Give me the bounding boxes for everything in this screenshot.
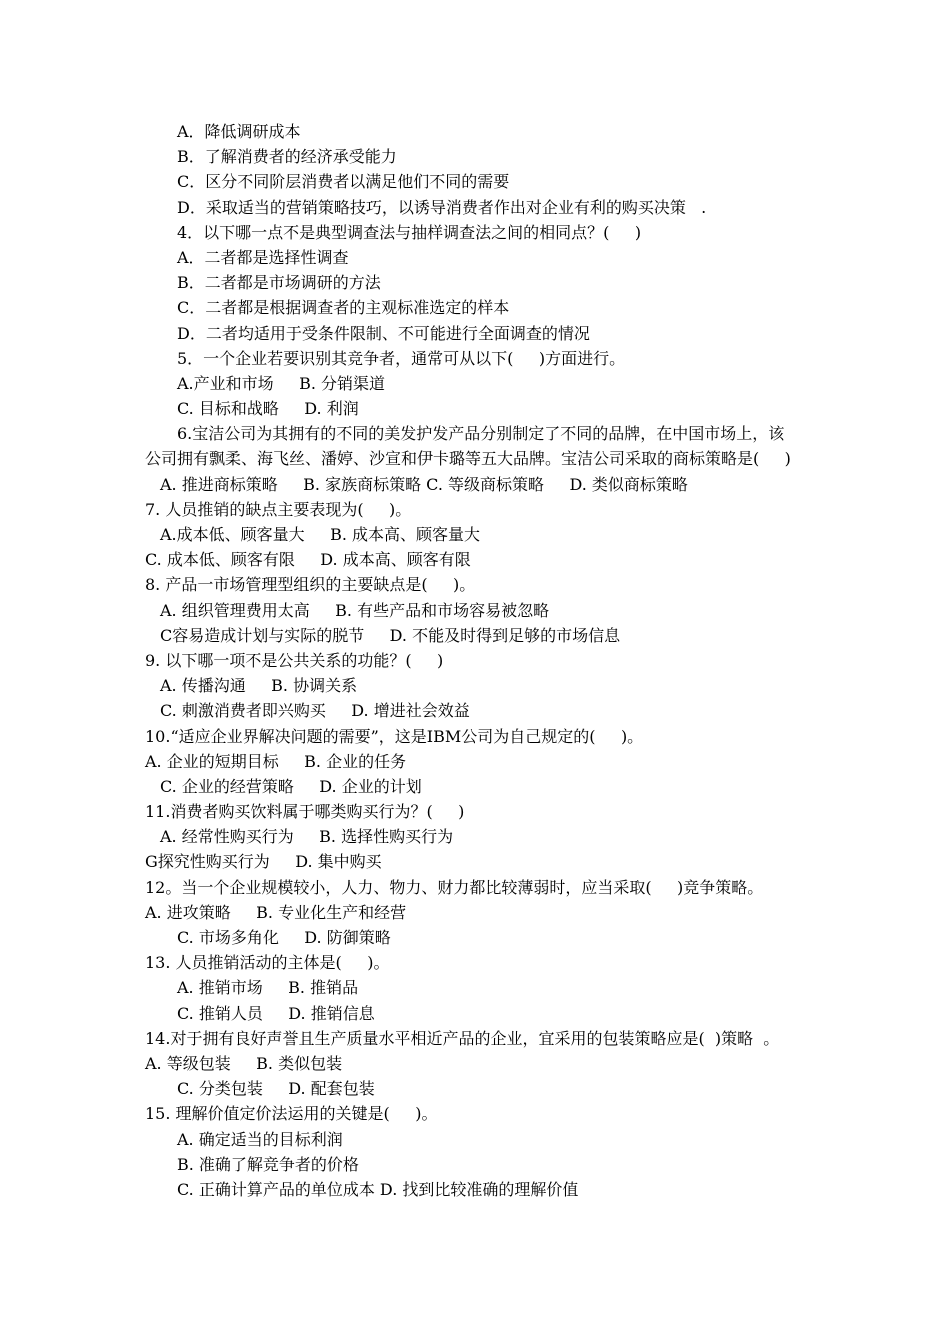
option-line: A. 组织管理费用太高 B. 有些产品和市场容易被忽略 — [160, 600, 550, 620]
question-line: 13. 人员推销活动的主体是( )。 — [145, 953, 390, 973]
question-line: 11.消费者购买饮料属于哪类购买行为？( ) — [145, 802, 465, 822]
question-line: 5．一个企业若要识别其竞争者，通常可从以下( )方面进行。 — [177, 348, 626, 368]
option-line: D．采取适当的营销策略技巧，以诱导消费者作出对企业有利的购买决策 . — [177, 197, 707, 217]
option-line: A. 企业的短期目标 B. 企业的任务 — [145, 751, 407, 771]
option-line: A. 传播沟通 B. 协调关系 — [160, 676, 358, 696]
option-line: A. 推销市场 B. 推销品 — [177, 978, 359, 998]
question-line: 公司拥有飘柔、海飞丝、潘婷、沙宣和伊卡璐等五大品牌。宝洁公司采取的商标策略是( ) — [145, 449, 791, 469]
question-line: 6.宝洁公司为其拥有的不同的美发护发产品分别制定了不同的品牌，在中国市场上，该 — [177, 424, 785, 444]
option-line: C. 企业的经营策略 D. 企业的计划 — [160, 776, 422, 796]
option-line: A. 经常性购买行为 B. 选择性购买行为 — [160, 827, 454, 847]
option-line: D．二者均适用于受条件限制、不可能进行全面调查的情况 — [177, 323, 590, 343]
option-line: B．了解消费者的经济承受能力 — [177, 147, 397, 167]
option-line: B．二者都是市场调研的方法 — [177, 273, 381, 293]
question-line: 15. 理解价值定价法运用的关键是( )。 — [145, 1104, 438, 1124]
question-line: 9. 以下哪一项不是公共关系的功能？( ) — [145, 650, 444, 670]
question-line: 4．以下哪一点不是典型调查法与抽样调查法之间的相同点？( ) — [177, 222, 642, 242]
option-line: A. 等级包装 B. 类似包装 — [145, 1053, 343, 1073]
option-line: C. 分类包装 D. 配套包装 — [177, 1079, 375, 1099]
option-line: A.产业和市场 B. 分销渠道 — [177, 373, 386, 393]
option-line: C. 刺激消费者即兴购买 D. 增进社会效益 — [160, 701, 470, 721]
question-line: 8. 产品一市场管理型组织的主要缺点是( )。 — [145, 575, 476, 595]
question-line: 12。当一个企业规模较小，人力、物力、财力都比较薄弱时，应当采取( )竞争策略。 — [145, 877, 764, 897]
option-line: C. 成本低、顾客有限 D. 成本高、顾客有限 — [145, 550, 471, 570]
question-line: 14.对于拥有良好声誉且生产质量水平相近产品的企业，宜采用的包装策略应是( )策略 。 — [145, 1028, 780, 1048]
option-line: A.成本低、顾客量大 B. 成本高、顾客量大 — [160, 525, 481, 544]
option-line: A. 推进商标策略 B. 家族商标策略 C. 等级商标策略 D. 类似商标策略 — [160, 474, 688, 494]
option-line: B. 准确了解竞争者的价格 — [177, 1154, 359, 1174]
question-line: 10.“适应企业界解决问题的需要”，这是IBM公司为自己规定的( )。 — [145, 726, 644, 746]
option-line: A. 确定适当的目标利润 — [177, 1129, 343, 1149]
option-line: C容易造成计划与实际的脱节 D. 不能及时得到足够的市场信息 — [160, 625, 621, 645]
document-page — [0, 119, 950, 1202]
option-line: C. 市场多角化 D. 防御策略 — [177, 928, 391, 947]
option-line: C. 目标和战略 D. 利润 — [177, 399, 359, 419]
option-line: C．二者都是根据调查者的主观标准选定的样本 — [177, 298, 510, 318]
option-line: A．降低调研成本 — [177, 122, 301, 141]
option-line: C. 正确计算产品的单位成本 D. 找到比较准确的理解价值 — [177, 1179, 579, 1199]
option-line: C．区分不同阶层消费者以满足他们不同的需要 — [177, 172, 510, 192]
option-line: A．二者都是选择性调查 — [177, 247, 349, 267]
question-line: 7. 人员推销的缺点主要表现为( )。 — [145, 499, 412, 519]
option-line: C. 推销人员 D. 推销信息 — [177, 1003, 375, 1023]
option-line: A. 进攻策略 B. 专业化生产和经营 — [145, 902, 407, 922]
option-line: G探究性购买行为 D. 集中购买 — [145, 852, 382, 872]
